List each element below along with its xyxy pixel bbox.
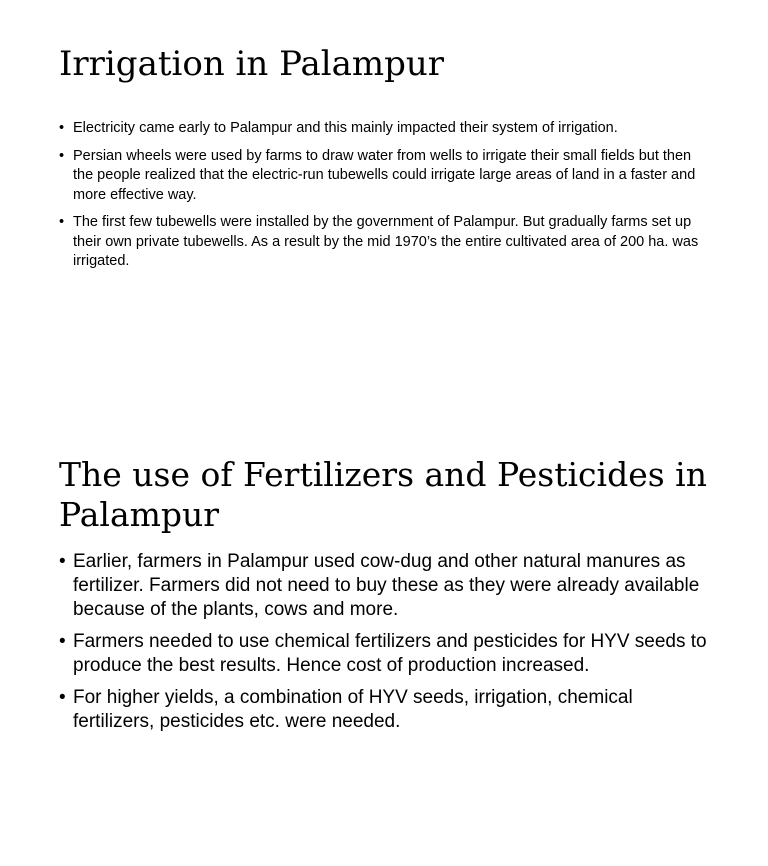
bullet-icon: •	[59, 147, 65, 164]
slide-fertilizers	[0, 433, 768, 866]
bullet-list	[59, 119, 709, 280]
bullet-item	[59, 630, 709, 678]
bullet-list	[59, 550, 709, 742]
bullet-item	[59, 213, 709, 272]
bullet-text: Farmers needed to use chemical fertilizers and pesticides for HYV seeds to produce the best results. Hence cost of production increased.	[73, 631, 707, 676]
slide-title: Irrigation in Palampur	[59, 44, 445, 84]
bullet-icon: •	[59, 687, 66, 708]
slide-title: The use of Fertilizers and Pesticides in Palampur	[59, 455, 707, 534]
bullet-icon: •	[59, 631, 66, 652]
bullet-icon: •	[59, 551, 66, 572]
bullet-icon: •	[59, 214, 65, 230]
bullet-text: Persian wheels were used by farms to draw water from wells to irrigate their small fields but then the people realized that the electric-run tubewells could irrigate large areas of land in a faster and more effective way.	[73, 147, 696, 203]
bullet-text: The first few tubewells were installed by the government of Palampur. But gradually farms set up their own private tubewells. As a result by the mid 1970’s the entire cultivated area of 200 ha. was irrigated.	[73, 214, 699, 269]
bullet-icon: •	[59, 120, 65, 136]
bullet-item	[59, 550, 709, 622]
bullet-text: Earlier, farmers in Palampur used cow-dug and other natural manures as fertilizer. Farmers did not need to buy these as they were already available because of the plants, cows and more.	[73, 551, 700, 620]
bullet-item	[59, 147, 709, 206]
bullet-item	[59, 119, 709, 139]
bullet-item	[59, 686, 709, 734]
bullet-text: For higher yields, a combination of HYV seeds, irrigation, chemical fertilizers, pesticides etc. were needed.	[73, 687, 633, 732]
bullet-text: Electricity came early to Palampur and this mainly impacted their system of irrigation.	[73, 120, 618, 136]
